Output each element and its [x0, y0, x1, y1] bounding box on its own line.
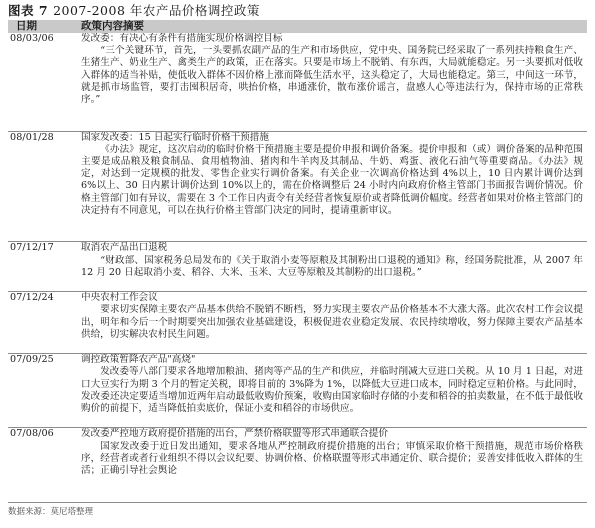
- policy-body: 国家发改委于近日发出通知，要求各地从严控制政府提价措施的出台；审慎采取价格干预措施，规范市场价格秩序，经营者或者行业组织不得以会议纪要、协调价格、价格联盟等形式串通定价、联合提价；妥善安排低收入群体的生活；正确引导社会舆论: [81, 440, 583, 476]
- row-date: 07/12/17: [8, 242, 81, 292]
- policy-body: 《办法》规定，这次启动的临时价格干预措施主要是提价申报和调价备案。提价申报和（或）调价备案的品种范围主要是成品粮及粮食制品、食用植物油、猪肉和牛羊肉及其制品、牛奶、鸡蛋、液化石油气等重要商品。《办法》规定，对达到一定规模的批发、零售企业实行调价备案。有关企业一次调高价格达到 4%以上，10 日内累计调价达到 6%以上、30 日内累计调价达到 10%以上的，需在价格调整后 24 小时内向政府价格主管部门书面报告调价情况。价格主管部门如有异议，需要在 3 个工作日内责令有关经营者恢复原价或者降低调价幅度。经营者如果对价格主管部门的决定持有不同意见，可以在执行价格主管部门决定的同时，提请重新审议。: [81, 143, 583, 216]
- policy-body: 要求切实保障主要农产品基本供给不脱销不断档，努力实现主要农产品价格基本不大涨大落。此次农村工作会议提出，明年和今后一个时期要突出加强农业基础建设，积极促进农业稳定发展、农民持续增收，努力保障主要农产品基本供给，切实解决农村民生问题。: [81, 304, 583, 340]
- policy-title: 发改委严控地方政府提价措施的出台，严禁价格联盟等形式串通联合提价: [81, 428, 388, 440]
- table-row: [8, 428, 587, 502]
- row-content: [81, 292, 587, 354]
- row-content: [81, 131, 587, 242]
- table-header-row: [8, 20, 587, 33]
- header-date: 日期: [8, 20, 81, 33]
- policy-title: 取消农产品出口退税: [81, 242, 168, 254]
- row-date: 07/09/25: [8, 354, 81, 428]
- row-content: [81, 428, 587, 502]
- table-row: [8, 242, 587, 292]
- policy-table: [8, 20, 587, 503]
- policy-body: “财政部、国家税务总局发布的《关于取消小麦等原粮及其制粉出口退税的通知》称，经国务院批准，从 2007 年 12 月 20 日起取消小麦、稻谷、大米、玉米、大豆等原粮及其制粉的出口退税。”: [81, 254, 583, 278]
- figure-title: [8, 3, 587, 20]
- policy-title: 发改委：有决心有条件有措施实现价格调控目标: [81, 33, 283, 44]
- row-date: 07/08/06: [8, 428, 81, 502]
- row-content: [81, 242, 587, 292]
- figure-title-text: 2007-2008 年农产品价格调控政策: [53, 3, 260, 18]
- policy-title: 国家发改委：15 日起实行临时价格干预措施: [81, 131, 269, 143]
- table-row: [8, 354, 587, 428]
- policy-title: 中央农村工作会议: [81, 292, 158, 304]
- table-row: [8, 33, 587, 131]
- policy-body: “三个关键环节，首先，一头要抓农副产品的生产和市场供应，党中央、国务院已经采取了一系列扶持粮食生产、生猪生产、奶业生产、禽类生产的政策，正在落实。只要是市场上不脱销、有东西，大局就能稳定。另一头要抓对低收入群体的适当补贴，使低收入群体不因价格上涨而降低生活水平，这头稳定了，大局也能稳定。第三，中间这一环节，就是抓市场监管，要打击囤积居奇，哄抬价格，串通涨价，散布涨价谣言，盘感人心等违法行为，保持市场的正常秩序。”: [81, 45, 583, 106]
- row-date: 07/12/24: [8, 292, 81, 354]
- row-content: [81, 354, 587, 428]
- table-row: [8, 131, 587, 242]
- row-date: 08/01/28: [8, 131, 81, 242]
- policy-title: 调控政策暂降农产品"高烧": [81, 354, 196, 366]
- row-content: [81, 33, 587, 131]
- table-row: [8, 292, 587, 354]
- document-page: [8, 0, 587, 518]
- figure-label: 图表 7: [8, 3, 49, 18]
- row-date: 08/03/06: [10, 33, 54, 44]
- header-content: 政策内容摘要: [81, 20, 587, 33]
- policy-body: 发改委等八部门要求各地增加粮油、猪肉等产品的生产和供应，并临时削减大豆进口关税。从 10 月 1 日起，对进口大豆实行为期 3 个月的暂定关税，即将目前的 3%降为 1%，以降低大豆进口成本，同时稳定豆粕价格。与此同时，发改委还决定要适当增加近两年启动最低收购价预案，收购由国家临时存储的小麦和稻谷的拍卖数量，在不低于最低收购价的前提下，适当降低拍卖底价，保证小麦和稻谷的市场供应。: [81, 366, 583, 414]
- source-note: 数据来源：莫尼塔整理: [8, 506, 94, 517]
